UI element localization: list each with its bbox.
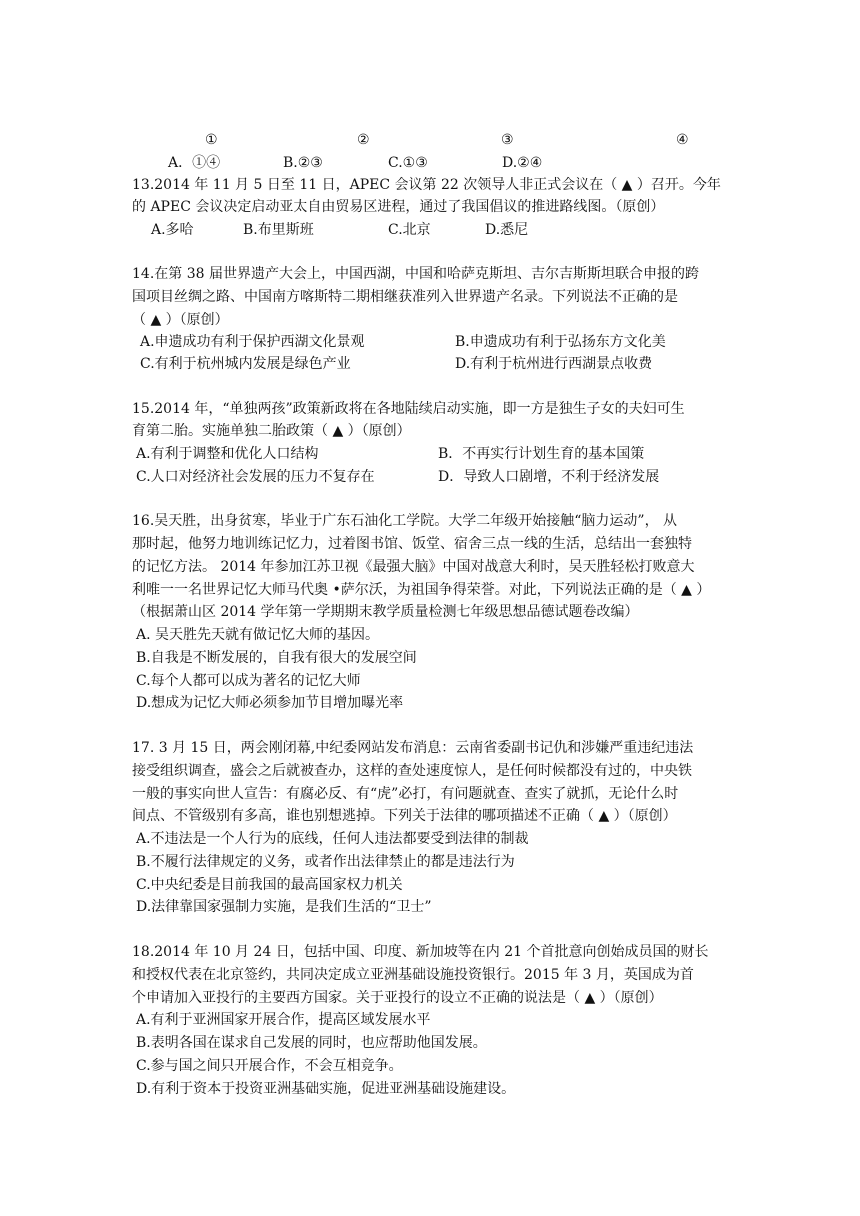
option-a: A.多哈 bbox=[151, 222, 194, 238]
question-16-line-1: 16.吴天胜，出身贫寒，毕业于广东石油化工学院。大学二年级开始接触“脑力运动”， 从 bbox=[132, 513, 678, 529]
question-14-line-2: 国项目丝绸之路、中国南方喀斯特二期相继获准列入世界遗产名录。下列说法不正确的是 bbox=[132, 289, 678, 305]
question-16-line-2: 那时起，他努力地训练记忆力，过着图书馆、饭堂、宿舍三点一线的生活，总结出一套独特 bbox=[132, 536, 692, 552]
question-17-line-1: 17. 3 月 15 日，两会刚闭幕,中纪委网站发布消息：云南省委副书记仇和涉嫌严重违纪违法 bbox=[132, 740, 694, 756]
question-18-line-2: 和授权代表在北京签约，共同决定成立亚洲基础设施投资银行。2015 年 3 月，英国成为首 bbox=[132, 967, 694, 983]
question-16-line-5: （根据萧山区 2014 学年第一学期期末教学质量检测七年级思想品德试题卷改编） bbox=[132, 604, 639, 620]
option-d: D.悉尼 bbox=[485, 222, 529, 238]
question-18-line-3: 个申请加入亚投行的主要西方国家。关于亚投行的设立不正确的说法是（ ▲ ）（原创） bbox=[132, 990, 663, 1006]
option-b: B.自我是不断发展的，自我有很大的发展空间 bbox=[136, 650, 417, 666]
question-17-line-4: 间点、不管级别有多高，谁也别想逃掉。下列关于法律的哪项描述不正确（ ▲ ）（原创） bbox=[132, 808, 677, 824]
question-17-line-2: 接受组织调查，盛会之后就被查办，这样的查处速度惊人，是任何时候都没有过的，中央铁 bbox=[132, 763, 692, 779]
option-c: C.①③ bbox=[388, 155, 428, 171]
option-a: A.有利于调整和优化人口结构 bbox=[136, 446, 319, 462]
option-a: A.申遗成功有利于保护西湖文化景观 bbox=[140, 334, 365, 350]
option-c: C.有利于杭州城内发展是绿色产业 bbox=[140, 356, 351, 372]
image-label-1: ① bbox=[205, 132, 218, 148]
option-a: A. 吴天胜先天就有做记忆大师的基因。 bbox=[136, 627, 380, 643]
option-a: A.不违法是一个人行为的底线，任何人违法都要受到法律的制裁 bbox=[136, 831, 529, 847]
option-b: B.表明各国在谋求自己发展的同时，也应帮助他国发展。 bbox=[136, 1035, 487, 1051]
option-b: B.布里斯班 bbox=[243, 222, 314, 238]
option-d: D.法律靠国家强制力实施，是我们生活的“卫士” bbox=[136, 899, 432, 915]
option-d: D．导致人口剧增，不利于经济发展 bbox=[438, 469, 660, 485]
option-c: C.每个人都可以成为著名的记忆大师 bbox=[136, 673, 361, 689]
question-14-line-1: 14.在第 38 届世界遗产大会上，中国西湖，中国和哈萨克斯坦、吉尔吉斯斯坦联合申报的跨 bbox=[132, 266, 699, 282]
question-14-line-3: （ ▲ ）（原创） bbox=[132, 312, 229, 328]
option-c: C.中央纪委是目前我国的最高国家权力机关 bbox=[136, 877, 403, 893]
option-d: D.想成为记忆大师必须参加节目增加曝光率 bbox=[136, 695, 404, 711]
question-16-line-3: 的记忆方法。 2014 年参加江苏卫视《最强大脑》中国对战意大利时，吴天胜轻松打败意大 bbox=[132, 559, 695, 575]
option-b: B.不履行法律规定的义务，或者作出法律禁止的都是违法行为 bbox=[136, 854, 515, 870]
option-b: B.申遗成功有利于弘扬东方文化美 bbox=[455, 334, 666, 350]
question-13-line-2: 的 APEC 会议决定启动亚太自由贸易区进程，通过了我国倡议的推进路线图。（原创） bbox=[132, 199, 665, 215]
image-label-4: ④ bbox=[676, 132, 689, 148]
option-b: B.②③ bbox=[283, 155, 323, 171]
question-15-line-2: 育第二胎。实施单独二胎政策（ ▲ ）（原创） bbox=[132, 423, 411, 439]
option-c: C.人口对经济社会发展的压力不复存在 bbox=[136, 469, 375, 485]
option-a: A．①④ bbox=[168, 155, 221, 171]
question-16-line-4: 利唯一一名世界记忆大师马代奥 •萨尔沃，为祖国争得荣誉。对此，下列说法正确的是（ ▲ ） bbox=[132, 582, 711, 598]
option-c: C.北京 bbox=[388, 222, 431, 238]
image-label-2: ② bbox=[357, 132, 370, 148]
image-label-3: ③ bbox=[501, 132, 514, 148]
option-d: D.②④ bbox=[502, 155, 543, 171]
option-b: B．不再实行计划生育的基本国策 bbox=[438, 446, 645, 462]
option-d: D.有利于资本于投资亚洲基础实施，促进亚洲基础设施建设。 bbox=[136, 1081, 516, 1097]
option-a: A.有利于亚洲国家开展合作，提高区域发展水平 bbox=[136, 1012, 431, 1028]
question-15-line-1: 15.2014 年，“单独两孩”政策新政将在各地陆续启动实施，即一方是独生子女的夫妇可生 bbox=[132, 401, 685, 417]
question-18-line-1: 18.2014 年 10 月 24 日，包括中国、印度、新加坡等在内 21 个首批意向创始成员国的财长 bbox=[132, 944, 709, 960]
question-17-line-3: 一般的事实向世人宣告：有腐必反、有“虎”必打，有问题就查、查实了就抓，无论什么时 bbox=[132, 786, 679, 802]
option-c: C.参与国之间只开展合作，不会互相竞争。 bbox=[136, 1058, 403, 1074]
question-13-line-1: 13.2014 年 11 月 5 日至 11 日，APEC 会议第 22 次领导人非正式会议在（ ▲ ）召开。今年 bbox=[132, 177, 721, 193]
option-d: D.有利于杭州进行西湖景点收费 bbox=[455, 356, 653, 372]
